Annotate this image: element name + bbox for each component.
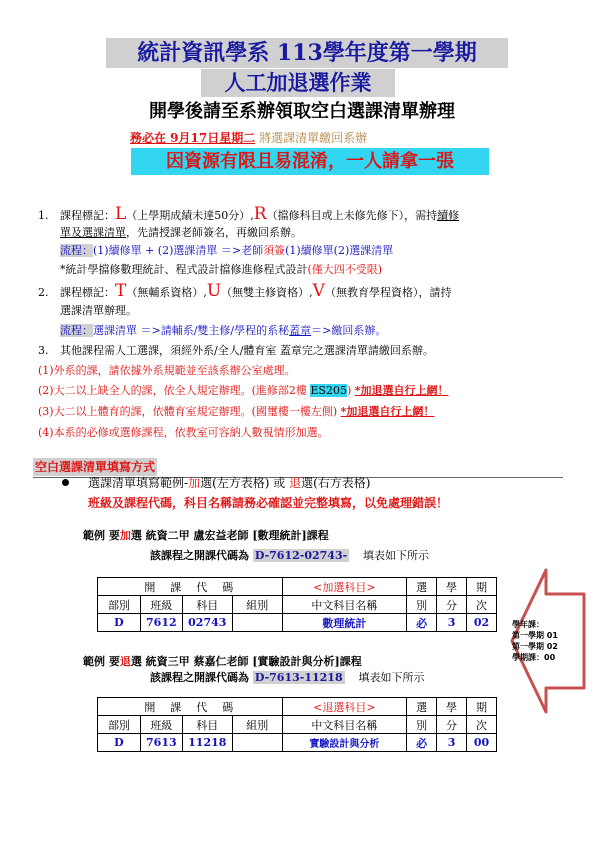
section-title: 空白選課清單填寫方式 <box>35 460 156 474</box>
sub-item3-text: (3)大二以上體育的課，依體育室規定辦理。(國璽樓一樓左側) <box>38 405 338 418</box>
credit-header: 學 <box>437 578 467 596</box>
callout-line3: 第一學期 02 <box>512 642 558 651</box>
item2-flow <box>60 322 386 340</box>
item2-t-desc: （無輔系資格）, <box>126 286 207 299</box>
bullet1 <box>88 474 370 492</box>
bullet1-mid: 選(左方表格) 或 <box>200 476 290 490</box>
example1-prefix: 範例 要 <box>83 529 120 542</box>
flow-end: ＝>繳回系辦。 <box>311 324 387 337</box>
add-word: 加 <box>188 476 201 490</box>
item1-line2 <box>60 224 302 242</box>
note-tail: (僅大四不受限) <box>307 263 383 276</box>
course-code: D-7613-11218 <box>254 671 343 684</box>
item3-number: 3. <box>38 344 49 357</box>
item2-label: 課程標記： <box>60 286 115 299</box>
room-badge: ES205 <box>310 384 347 397</box>
class-header: 班級 <box>140 716 182 734</box>
mark-t: T <box>115 281 127 301</box>
callout-line1: 學年課： <box>512 620 544 629</box>
deadline-line <box>130 130 490 146</box>
type-cell: 必 <box>407 614 437 632</box>
online-note: *加退選自行上網！ <box>354 384 449 397</box>
code-tail: 填表如下所示 <box>358 671 425 684</box>
term-header2: 次 <box>467 716 497 734</box>
item1 <box>38 204 568 226</box>
dept-header: 部別 <box>98 596 141 614</box>
add-course-table <box>97 577 497 632</box>
page-subtitle: 人工加退選作業 <box>224 70 372 95</box>
table-row <box>98 614 497 632</box>
drop-word: 退 <box>289 476 302 490</box>
credit-header2: 分 <box>437 596 467 614</box>
item1-instruction: ，先請授課老師簽名，再繳回系辦。 <box>126 226 302 239</box>
item2-number: 2. <box>38 286 49 299</box>
example1-code-line <box>150 547 429 565</box>
banner-text: 因資源有限且易混淆，一人請拿一張 <box>166 151 454 172</box>
name-cell: 數理統計 <box>282 614 407 632</box>
flow-text: (1)續修單 + (2)選課清單 ＝>老師 <box>93 244 264 257</box>
note-text: *統計學擋修數理統計、程式設計擋修進修程式設計 <box>60 263 308 276</box>
credit-header2: 分 <box>437 716 467 734</box>
group-header: 組別 <box>232 596 282 614</box>
mark-l: L <box>115 204 127 224</box>
sub-item2-end: ) <box>346 384 352 397</box>
mark-v: V <box>312 281 325 301</box>
bullet1-warning: 班級及課程代碼，科目名稱請務必確認並完整填寫，以免處理錯誤！ <box>88 496 449 510</box>
term-callout <box>512 619 587 663</box>
type-header: 選 <box>407 578 437 596</box>
item2-v-desc: （無教育學程資格），請持 <box>324 286 452 299</box>
class-header: 班級 <box>140 596 182 614</box>
item1-note <box>60 261 382 279</box>
class-cell: 7612 <box>140 614 182 632</box>
mark-u: U <box>206 281 222 301</box>
bullet1-end: 選(右方表格) <box>301 476 371 490</box>
item1-continue-form: 續修 <box>437 209 460 222</box>
sub-item2-text: (2)大二以上缺全人的課，依全人規定辦理。(進修部2樓 <box>38 384 311 397</box>
instruction-heading: 開學後請至系辦領取空白選課清單辦理 <box>149 101 455 122</box>
example2-prefix: 範例 要 <box>83 655 120 668</box>
sub-item4: (4)本系的必修或選修課程，依教室可容納人數視情形加選。 <box>38 426 329 439</box>
example1-desc: 選 統資二甲 盧宏益老師 [數理統計]課程 <box>130 529 329 542</box>
course-code: D-7612-02743- <box>254 549 348 562</box>
flow-label: 流程： <box>60 324 93 337</box>
term-header: 期 <box>467 698 497 716</box>
item1-l-desc: （上學期成績未達50分）, <box>126 209 254 222</box>
type-header2: 別 <box>407 716 437 734</box>
dept-cell: D <box>98 734 141 752</box>
credit-header: 學 <box>437 698 467 716</box>
example1-kind: 加 <box>119 529 131 542</box>
flow-end: (1)續修單(2)選課清單 <box>285 244 394 257</box>
class-cell: 7613 <box>140 734 182 752</box>
flow-label: 流程： <box>60 244 93 257</box>
bullet-dot <box>62 479 69 486</box>
term-cell: 02 <box>467 614 497 632</box>
item1-label: 課程標記： <box>60 209 115 222</box>
deadline-date: 務必在 9月17日星期二 <box>130 131 256 145</box>
item1-flow <box>60 242 393 260</box>
subject-cell: 02743 <box>182 614 232 632</box>
group-header: 組別 <box>232 716 282 734</box>
dept-cell: D <box>98 614 141 632</box>
subject-header: 科目 <box>182 596 232 614</box>
sub-item1: (1)外系的課，請依據外系規範並至該系辦公室處理。 <box>38 364 296 377</box>
example1-line <box>83 527 329 545</box>
drop-kind-header: <退選科目> <box>282 698 407 716</box>
credit-cell: 3 <box>437 614 467 632</box>
term-cell: 00 <box>467 734 497 752</box>
subject-header: 科目 <box>182 716 232 734</box>
group-cell <box>232 734 282 752</box>
item3 <box>38 342 434 360</box>
type-cell: 必 <box>407 734 437 752</box>
item2 <box>38 281 568 303</box>
item2-line2: 選課清單辦理。 <box>60 304 137 317</box>
example2-kind: 退 <box>119 655 131 668</box>
term-header: 期 <box>467 578 497 596</box>
type-header: 選 <box>407 698 437 716</box>
term-header2: 次 <box>467 596 497 614</box>
mark-r: R <box>253 204 267 224</box>
type-header2: 別 <box>407 596 437 614</box>
name-header: 中文科目名稱 <box>282 716 407 734</box>
example2-desc: 選 統資三甲 蔡嘉仁老師 [實驗設計與分析]課程 <box>130 655 362 668</box>
sub-item3 <box>38 403 434 421</box>
credit-cell: 3 <box>437 734 467 752</box>
code-tail: 填表如下所示 <box>363 549 430 562</box>
drop-course-table <box>97 697 497 752</box>
code-group-header: 開 課 代 碼 <box>98 578 283 596</box>
subject-cell: 11218 <box>182 734 232 752</box>
deadline-text: 將選課清單繳回系辦 <box>259 131 368 145</box>
bullet1-text: 選課清單填寫範例- <box>88 476 189 490</box>
table-row <box>98 734 497 752</box>
dept-header: 部別 <box>98 716 141 734</box>
item1-form-list: 單及選課清單 <box>60 226 126 239</box>
flow-sign: 須簽 <box>263 244 286 257</box>
item1-r-desc: （擋修科目或上未修先修下），需持 <box>266 209 438 222</box>
code-label: 該課程之開課代碼為 <box>150 671 249 684</box>
item3-text: 其他課程需人工選課，須經外系/全人/體育室 蓋章完之選課清單請繳回系辦。 <box>60 344 434 357</box>
flow-text: 選課清單 ＝>請輔系/雙主修/學程的系秘 <box>93 324 290 337</box>
name-cell: 實驗設計與分析 <box>282 734 407 752</box>
group-cell <box>232 614 282 632</box>
name-header: 中文科目名稱 <box>282 596 407 614</box>
callout-line4: 學期課：00 <box>512 653 556 662</box>
item2-u-desc: （無雙主修資格）, <box>221 286 313 299</box>
example2-code-line <box>150 669 424 687</box>
code-label: 該課程之開課代碼為 <box>150 549 249 562</box>
page-title: 統計資訊學系 113學年度第一學期 <box>137 40 477 66</box>
online-note: *加退選自行上網！ <box>340 405 435 418</box>
flow-stamp: 蓋章 <box>289 324 312 337</box>
code-group-header: 開 課 代 碼 <box>98 698 283 716</box>
callout-line2: 第一學期 01 <box>512 631 558 640</box>
item1-number: 1. <box>38 209 49 222</box>
add-kind-header: <加選科目> <box>282 578 407 596</box>
sub-item2 <box>38 382 449 400</box>
